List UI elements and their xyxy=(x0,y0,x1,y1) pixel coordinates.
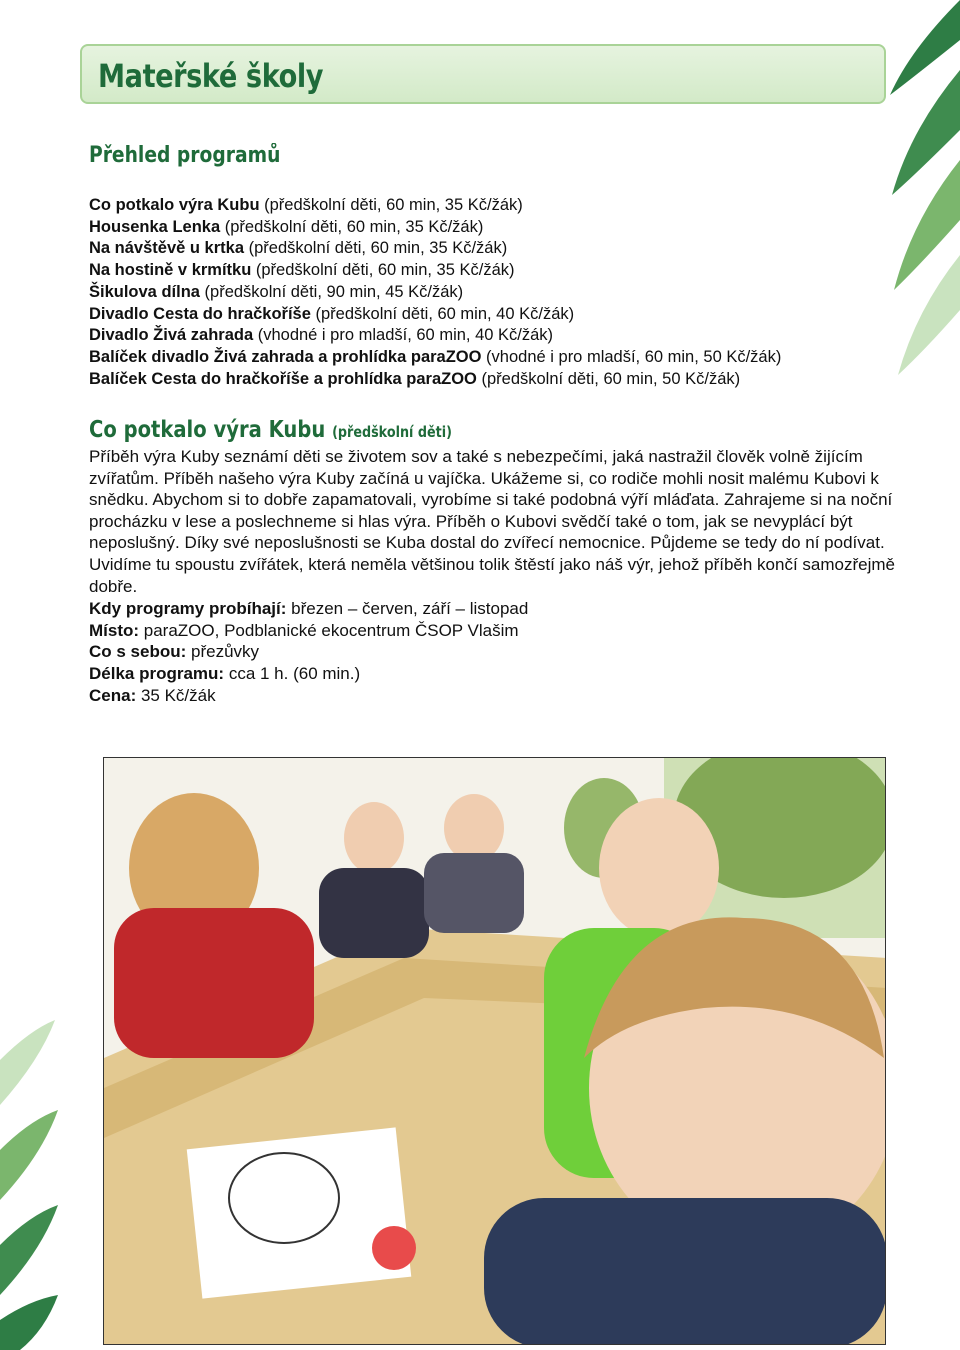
program-details: (předškolní děti, 60 min, 40 Kč/žák) xyxy=(310,304,575,323)
info-value: 35 Kč/žák xyxy=(136,685,216,705)
overview-heading: Přehled programů xyxy=(89,143,281,168)
kuba-heading-audience: (předškolní děti) xyxy=(332,423,452,441)
info-label: Délka programu: xyxy=(89,664,225,684)
info-line xyxy=(89,685,899,707)
kuba-description: Příběh výra Kuby seznámí děti se životem sov a také s nebezpečími, jaká nastražil člověk volně žijícím zvířatům. Příběh našeho výra Kuby začíná u vajíčka. Ukážeme si, co rodiče mohli nosit malému Kubovi k snědku. Abychom si to dobře zapamatovali, vyrobíme si také podobná výří mláďata. Zahrajeme si na noční procházku v lese a poslechneme si hlas výra. Příběh o Kubovi svědčí také o tom, jak se nevyplácí být neposlušný. Díky své neposlušnosti se Kuba dostal do zvířecí nemocnice. Půjdeme se tedy do ní podívat. Uvidíme tu spoustu zvířátek, která neměla většinou tolik štěstí jako náš výr, jehož příběh končí samozřejmě dobře. xyxy=(89,447,895,596)
program-item xyxy=(89,195,909,217)
program-details: (předškolní děti, 60 min, 35 Kč/žák) xyxy=(251,261,515,280)
program-details: (předškolní děti, 90 min, 45 Kč/žák) xyxy=(199,282,464,301)
info-label: Cena: xyxy=(89,685,137,705)
info-line xyxy=(89,620,899,642)
program-item xyxy=(89,304,909,326)
info-label: Co s sebou: xyxy=(89,642,187,662)
kuba-heading-title: Co potkalo výra Kubu xyxy=(89,417,326,443)
info-value: březen – červen, září – listopad xyxy=(286,599,529,618)
kuba-heading xyxy=(89,417,452,443)
program-item xyxy=(89,282,909,304)
program-item xyxy=(89,217,909,239)
program-details: (vhodné i pro mladší, 60 min, 50 Kč/žák) xyxy=(481,347,782,366)
program-details: (předškolní děti, 60 min, 50 Kč/žák) xyxy=(476,369,741,388)
info-label: Kdy programy probíhají: xyxy=(89,599,287,618)
page-title: Mateřské školy xyxy=(98,57,324,95)
program-details: (předškolní děti, 60 min, 35 Kč/žák) xyxy=(259,196,523,214)
program-details: (vhodné i pro mladší, 60 min, 40 Kč/žák) xyxy=(253,326,554,345)
info-value: cca 1 h. (60 min.) xyxy=(224,664,361,684)
program-item xyxy=(89,238,909,260)
program-item xyxy=(89,260,909,282)
program-name: Divadlo Živá zahrada xyxy=(89,326,254,345)
children-crafting-photo xyxy=(103,757,886,1345)
program-name: Balíček Cesta do hračkoříše a prohlídka paraZOO xyxy=(89,369,477,388)
info-line xyxy=(89,598,899,620)
info-label: Místo: xyxy=(89,620,140,640)
program-name: Co potkalo výra Kubu xyxy=(89,196,260,214)
program-list xyxy=(89,195,909,390)
left-leaf-stripes-decoration xyxy=(0,1020,60,1350)
program-item xyxy=(89,369,909,391)
info-line xyxy=(89,641,899,663)
program-name: Balíček divadlo Živá zahrada a prohlídka paraZOO xyxy=(89,347,482,366)
program-item xyxy=(89,325,909,347)
program-item xyxy=(89,347,909,369)
photo-illustration xyxy=(104,758,886,1345)
program-details: (předškolní děti, 60 min, 35 Kč/žák) xyxy=(244,239,508,258)
program-name: Šikulova dílna xyxy=(89,282,200,301)
program-name: Divadlo Cesta do hračkoříše xyxy=(89,304,311,323)
info-value: přezůvky xyxy=(186,642,260,662)
kuba-info xyxy=(89,598,899,707)
program-details: (předškolní děti, 60 min, 35 Kč/žák) xyxy=(220,217,484,236)
program-name: Na hostině v krmítku xyxy=(89,261,252,280)
info-line xyxy=(89,663,899,685)
program-name: Na návštěvě u krtka xyxy=(89,239,245,258)
info-value: paraZOO, Podblanické ekocentrum ČSOP Vlašim xyxy=(139,620,519,640)
title-banner xyxy=(80,44,886,104)
program-name: Housenka Lenka xyxy=(89,217,221,236)
